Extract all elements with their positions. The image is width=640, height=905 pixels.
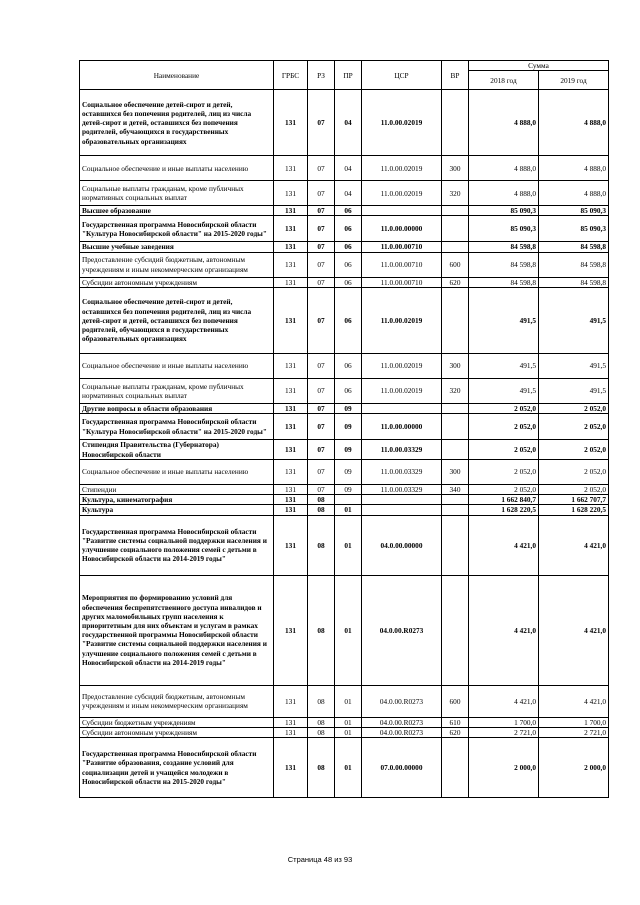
header-rz: РЗ [308, 61, 335, 90]
cell-name: Социальное обеспечение и иные выплаты населению [80, 353, 274, 378]
cell-grbs: 131 [274, 575, 308, 685]
table-row [80, 90, 609, 156]
cell-pr: 01 [335, 727, 362, 737]
cell-y2018: 4 421,0 [469, 575, 539, 685]
cell-name: Государственная программа Новосибирской области "Культура Новосибирской области" на 2015-2020 годы" [80, 216, 274, 242]
cell-y2018: 85 090,3 [469, 216, 539, 242]
table-row [80, 414, 609, 440]
cell-y2018: 4 421,0 [469, 685, 539, 717]
cell-y2018: 85 090,3 [469, 206, 539, 216]
cell-csr [362, 505, 442, 515]
cell-name: Стипендия Правительства (Губернатора) Новосибирской области [80, 440, 274, 460]
cell-rz: 08 [308, 575, 335, 685]
cell-rz: 07 [308, 403, 335, 413]
cell-csr: 11.0.00.00000 [362, 216, 442, 242]
cell-rz: 08 [308, 495, 335, 505]
table-row [80, 515, 609, 575]
cell-name: Социальное обеспечение и иные выплаты населению [80, 156, 274, 181]
table-row [80, 403, 609, 413]
cell-name: Другие вопросы в области образования [80, 403, 274, 413]
cell-grbs: 131 [274, 252, 308, 277]
table-body [80, 90, 609, 798]
cell-name: Культура [80, 505, 274, 515]
cell-vr: 320 [442, 181, 469, 206]
cell-y2019: 85 090,3 [539, 206, 609, 216]
cell-rz: 07 [308, 90, 335, 156]
cell-y2019: 491,5 [539, 287, 609, 353]
cell-pr: 06 [335, 206, 362, 216]
cell-y2019: 2 052,0 [539, 414, 609, 440]
cell-grbs: 131 [274, 242, 308, 252]
cell-y2018: 2 052,0 [469, 440, 539, 460]
table-row [80, 495, 609, 505]
cell-name: Государственная программа Новосибирской области "Культура Новосибирской области" на 2015-2020 годы" [80, 414, 274, 440]
cell-rz: 08 [308, 685, 335, 717]
budget-table [79, 60, 609, 798]
cell-grbs: 131 [274, 460, 308, 485]
cell-rz: 08 [308, 515, 335, 575]
cell-pr: 09 [335, 485, 362, 495]
cell-rz: 07 [308, 414, 335, 440]
cell-y2018: 2 721,0 [469, 727, 539, 737]
cell-name: Социальное обеспечение и иные выплаты населению [80, 460, 274, 485]
table-row [80, 717, 609, 727]
cell-y2018: 4 421,0 [469, 515, 539, 575]
cell-vr: 610 [442, 717, 469, 727]
cell-pr: 01 [335, 717, 362, 727]
cell-csr: 04.0.00.R0273 [362, 717, 442, 727]
cell-vr: 620 [442, 727, 469, 737]
cell-csr: 11.0.00.02019 [362, 287, 442, 353]
cell-rz: 08 [308, 505, 335, 515]
cell-y2019: 84 598,8 [539, 242, 609, 252]
header-sum: Сумма [469, 61, 609, 71]
cell-rz: 08 [308, 727, 335, 737]
cell-csr: 04.0.00.R0273 [362, 685, 442, 717]
cell-pr: 01 [335, 575, 362, 685]
cell-y2018: 491,5 [469, 287, 539, 353]
cell-y2019: 2 052,0 [539, 485, 609, 495]
cell-name: Мероприятия по формированию условий для обеспечения беспрепятственного доступа инвалидов и других маломобильных групп населения к приоритетным для них объектам и услугам в рамках государственной программы Новосибирской области "Развитие системы социальной поддержки населения и улучшение социального положения семей с детьми в Новосибирской области на 2014-2019 годы" [80, 575, 274, 685]
cell-grbs: 131 [274, 181, 308, 206]
cell-grbs: 131 [274, 403, 308, 413]
cell-csr: 11.0.00.02019 [362, 378, 442, 403]
cell-y2018: 2 052,0 [469, 485, 539, 495]
table-row [80, 485, 609, 495]
cell-y2018: 4 888,0 [469, 156, 539, 181]
cell-csr: 04.0.00.R0273 [362, 575, 442, 685]
cell-y2019: 84 598,8 [539, 252, 609, 277]
cell-csr [362, 495, 442, 505]
cell-y2019: 2 052,0 [539, 403, 609, 413]
cell-name: Социальные выплаты гражданам, кроме публичных нормативных социальных выплат [80, 378, 274, 403]
cell-grbs: 131 [274, 216, 308, 242]
cell-pr: 06 [335, 277, 362, 287]
cell-pr: 09 [335, 414, 362, 440]
cell-name: Предоставление субсидий бюджетным, автономным учреждениям и иным некоммерческим организациям [80, 252, 274, 277]
cell-rz: 07 [308, 287, 335, 353]
cell-grbs: 131 [274, 685, 308, 717]
cell-rz: 07 [308, 156, 335, 181]
cell-grbs: 131 [274, 515, 308, 575]
cell-y2019: 84 598,8 [539, 277, 609, 287]
cell-pr [335, 495, 362, 505]
table-row [80, 287, 609, 353]
cell-y2019: 2 000,0 [539, 738, 609, 798]
table-row [80, 440, 609, 460]
table-row [80, 575, 609, 685]
cell-y2018: 1 700,0 [469, 717, 539, 727]
cell-vr [442, 440, 469, 460]
cell-grbs: 131 [274, 414, 308, 440]
cell-rz: 07 [308, 216, 335, 242]
cell-csr: 11.0.00.00710 [362, 277, 442, 287]
cell-csr: 11.0.00.00710 [362, 252, 442, 277]
cell-vr [442, 575, 469, 685]
cell-vr [442, 206, 469, 216]
cell-vr [442, 495, 469, 505]
cell-vr [442, 414, 469, 440]
cell-pr: 04 [335, 90, 362, 156]
cell-y2019: 1 700,0 [539, 717, 609, 727]
cell-y2019: 4 421,0 [539, 575, 609, 685]
cell-y2018: 2 052,0 [469, 414, 539, 440]
cell-name: Субсидии автономным учреждениям [80, 277, 274, 287]
cell-vr: 300 [442, 156, 469, 181]
cell-csr: 11.0.00.00710 [362, 242, 442, 252]
cell-vr: 300 [442, 460, 469, 485]
cell-y2019: 2 052,0 [539, 440, 609, 460]
cell-vr [442, 90, 469, 156]
cell-y2019: 2 052,0 [539, 460, 609, 485]
cell-name: Социальные выплаты гражданам, кроме публичных нормативных социальных выплат [80, 181, 274, 206]
table-row [80, 216, 609, 242]
cell-grbs: 131 [274, 505, 308, 515]
cell-y2018: 4 888,0 [469, 90, 539, 156]
header-row [80, 61, 609, 71]
cell-name: Социальное обеспечение детей-сирот и детей, оставшихся без попечения родителей, лиц из числа детей-сирот и детей, оставшихся без попечения родителей, обучающихся в государственных образовательных организациях [80, 287, 274, 353]
cell-name: Социальное обеспечение детей-сирот и детей, оставшихся без попечения родителей, лиц из числа детей-сирот и детей, оставшихся без попечения родителей, обучающихся в государственных образовательных организациях [80, 90, 274, 156]
cell-rz: 07 [308, 181, 335, 206]
cell-name: Субсидии автономным учреждениям [80, 727, 274, 737]
cell-pr: 09 [335, 440, 362, 460]
header-year-2019: 2019 год [539, 71, 609, 90]
cell-grbs: 131 [274, 727, 308, 737]
cell-csr: 11.0.00.03329 [362, 460, 442, 485]
cell-pr: 04 [335, 181, 362, 206]
cell-grbs: 131 [274, 440, 308, 460]
cell-rz: 07 [308, 440, 335, 460]
cell-csr [362, 403, 442, 413]
table-row [80, 277, 609, 287]
table-row [80, 685, 609, 717]
cell-name: Культура, кинематография [80, 495, 274, 505]
cell-rz: 07 [308, 242, 335, 252]
cell-y2018: 491,5 [469, 378, 539, 403]
cell-y2019: 1 662 707,7 [539, 495, 609, 505]
cell-pr: 04 [335, 156, 362, 181]
cell-grbs: 131 [274, 287, 308, 353]
cell-csr: 07.0.00.00000 [362, 738, 442, 798]
cell-csr: 11.0.00.02019 [362, 353, 442, 378]
table-row [80, 378, 609, 403]
cell-pr: 09 [335, 460, 362, 485]
cell-rz: 07 [308, 252, 335, 277]
cell-grbs: 131 [274, 353, 308, 378]
cell-pr: 01 [335, 738, 362, 798]
cell-y2019: 85 090,3 [539, 216, 609, 242]
cell-name: Высшие учебные заведения [80, 242, 274, 252]
table-row [80, 252, 609, 277]
cell-rz: 07 [308, 378, 335, 403]
cell-pr: 06 [335, 378, 362, 403]
cell-name: Субсидии бюджетным учреждениям [80, 717, 274, 727]
table-row [80, 505, 609, 515]
cell-pr: 06 [335, 353, 362, 378]
cell-rz: 08 [308, 717, 335, 727]
cell-grbs: 131 [274, 90, 308, 156]
cell-pr: 06 [335, 252, 362, 277]
cell-pr: 01 [335, 685, 362, 717]
cell-pr: 06 [335, 242, 362, 252]
cell-y2018: 84 598,8 [469, 252, 539, 277]
cell-grbs: 131 [274, 378, 308, 403]
cell-vr: 600 [442, 685, 469, 717]
cell-csr: 11.0.00.00000 [362, 414, 442, 440]
cell-name: Государственная программа Новосибирской области "Развитие системы социальной поддержки населения и улучшение социального положения семей с детьми в Новосибирской области на 2014-2019 годы" [80, 515, 274, 575]
cell-y2019: 4 888,0 [539, 181, 609, 206]
cell-grbs: 131 [274, 485, 308, 495]
cell-name: Предоставление субсидий бюджетным, автономным учреждениям и иным некоммерческим организациям [80, 685, 274, 717]
cell-vr: 340 [442, 485, 469, 495]
cell-y2019: 4 888,0 [539, 90, 609, 156]
cell-name: Государственная программа Новосибирской области "Развитие образования, создание условий для социализации детей и учащейся молодежи в Новосибирской области на 2015-2020 годы" [80, 738, 274, 798]
cell-y2018: 2 000,0 [469, 738, 539, 798]
cell-csr: 11.0.00.03329 [362, 440, 442, 460]
cell-pr: 06 [335, 287, 362, 353]
header-vr: ВР [442, 61, 469, 90]
cell-y2018: 491,5 [469, 353, 539, 378]
cell-grbs: 131 [274, 206, 308, 216]
cell-vr: 620 [442, 277, 469, 287]
cell-rz: 07 [308, 460, 335, 485]
cell-pr: 01 [335, 505, 362, 515]
table-row [80, 460, 609, 485]
cell-y2019: 491,5 [539, 353, 609, 378]
cell-vr: 300 [442, 353, 469, 378]
cell-vr [442, 505, 469, 515]
cell-y2018: 84 598,8 [469, 242, 539, 252]
table-row [80, 242, 609, 252]
cell-csr: 04.0.00.R0273 [362, 727, 442, 737]
table-row [80, 738, 609, 798]
cell-grbs: 131 [274, 277, 308, 287]
cell-vr [442, 242, 469, 252]
cell-grbs: 131 [274, 156, 308, 181]
cell-y2019: 1 628 220,5 [539, 505, 609, 515]
table-row [80, 156, 609, 181]
cell-grbs: 131 [274, 738, 308, 798]
cell-csr: 11.0.00.02019 [362, 156, 442, 181]
cell-grbs: 131 [274, 717, 308, 727]
cell-rz: 07 [308, 277, 335, 287]
cell-name: Стипендии [80, 485, 274, 495]
cell-name: Высшее образование [80, 206, 274, 216]
cell-vr [442, 287, 469, 353]
cell-pr: 09 [335, 403, 362, 413]
cell-y2019: 491,5 [539, 378, 609, 403]
page-footer: Страница 48 из 93 [287, 855, 353, 864]
cell-y2018: 84 598,8 [469, 277, 539, 287]
table-row [80, 353, 609, 378]
table-row [80, 727, 609, 737]
cell-pr: 01 [335, 515, 362, 575]
cell-csr: 11.0.00.02019 [362, 90, 442, 156]
cell-grbs: 131 [274, 495, 308, 505]
cell-y2019: 4 421,0 [539, 515, 609, 575]
cell-y2019: 2 721,0 [539, 727, 609, 737]
cell-vr [442, 738, 469, 798]
cell-y2018: 2 052,0 [469, 403, 539, 413]
cell-y2019: 4 888,0 [539, 156, 609, 181]
header-year-2018: 2018 год [469, 71, 539, 90]
table-row [80, 206, 609, 216]
header-name: Наименование [80, 61, 274, 90]
cell-y2019: 4 421,0 [539, 685, 609, 717]
cell-vr [442, 216, 469, 242]
cell-rz: 07 [308, 353, 335, 378]
cell-csr: 11.0.00.02019 [362, 181, 442, 206]
cell-rz: 08 [308, 738, 335, 798]
header-pr: ПР [335, 61, 362, 90]
cell-y2018: 1 662 840,7 [469, 495, 539, 505]
cell-y2018: 4 888,0 [469, 181, 539, 206]
cell-y2018: 2 052,0 [469, 460, 539, 485]
cell-y2018: 1 628 220,5 [469, 505, 539, 515]
cell-csr: 11.0.00.03329 [362, 485, 442, 495]
header-grbs: ГРБС [274, 61, 308, 90]
table-row [80, 181, 609, 206]
cell-pr: 06 [335, 216, 362, 242]
cell-vr: 320 [442, 378, 469, 403]
cell-rz: 07 [308, 485, 335, 495]
cell-csr: 04.0.00.00000 [362, 515, 442, 575]
cell-vr: 600 [442, 252, 469, 277]
header-csr: ЦСР [362, 61, 442, 90]
cell-rz: 07 [308, 206, 335, 216]
cell-csr [362, 206, 442, 216]
cell-vr [442, 403, 469, 413]
cell-vr [442, 515, 469, 575]
